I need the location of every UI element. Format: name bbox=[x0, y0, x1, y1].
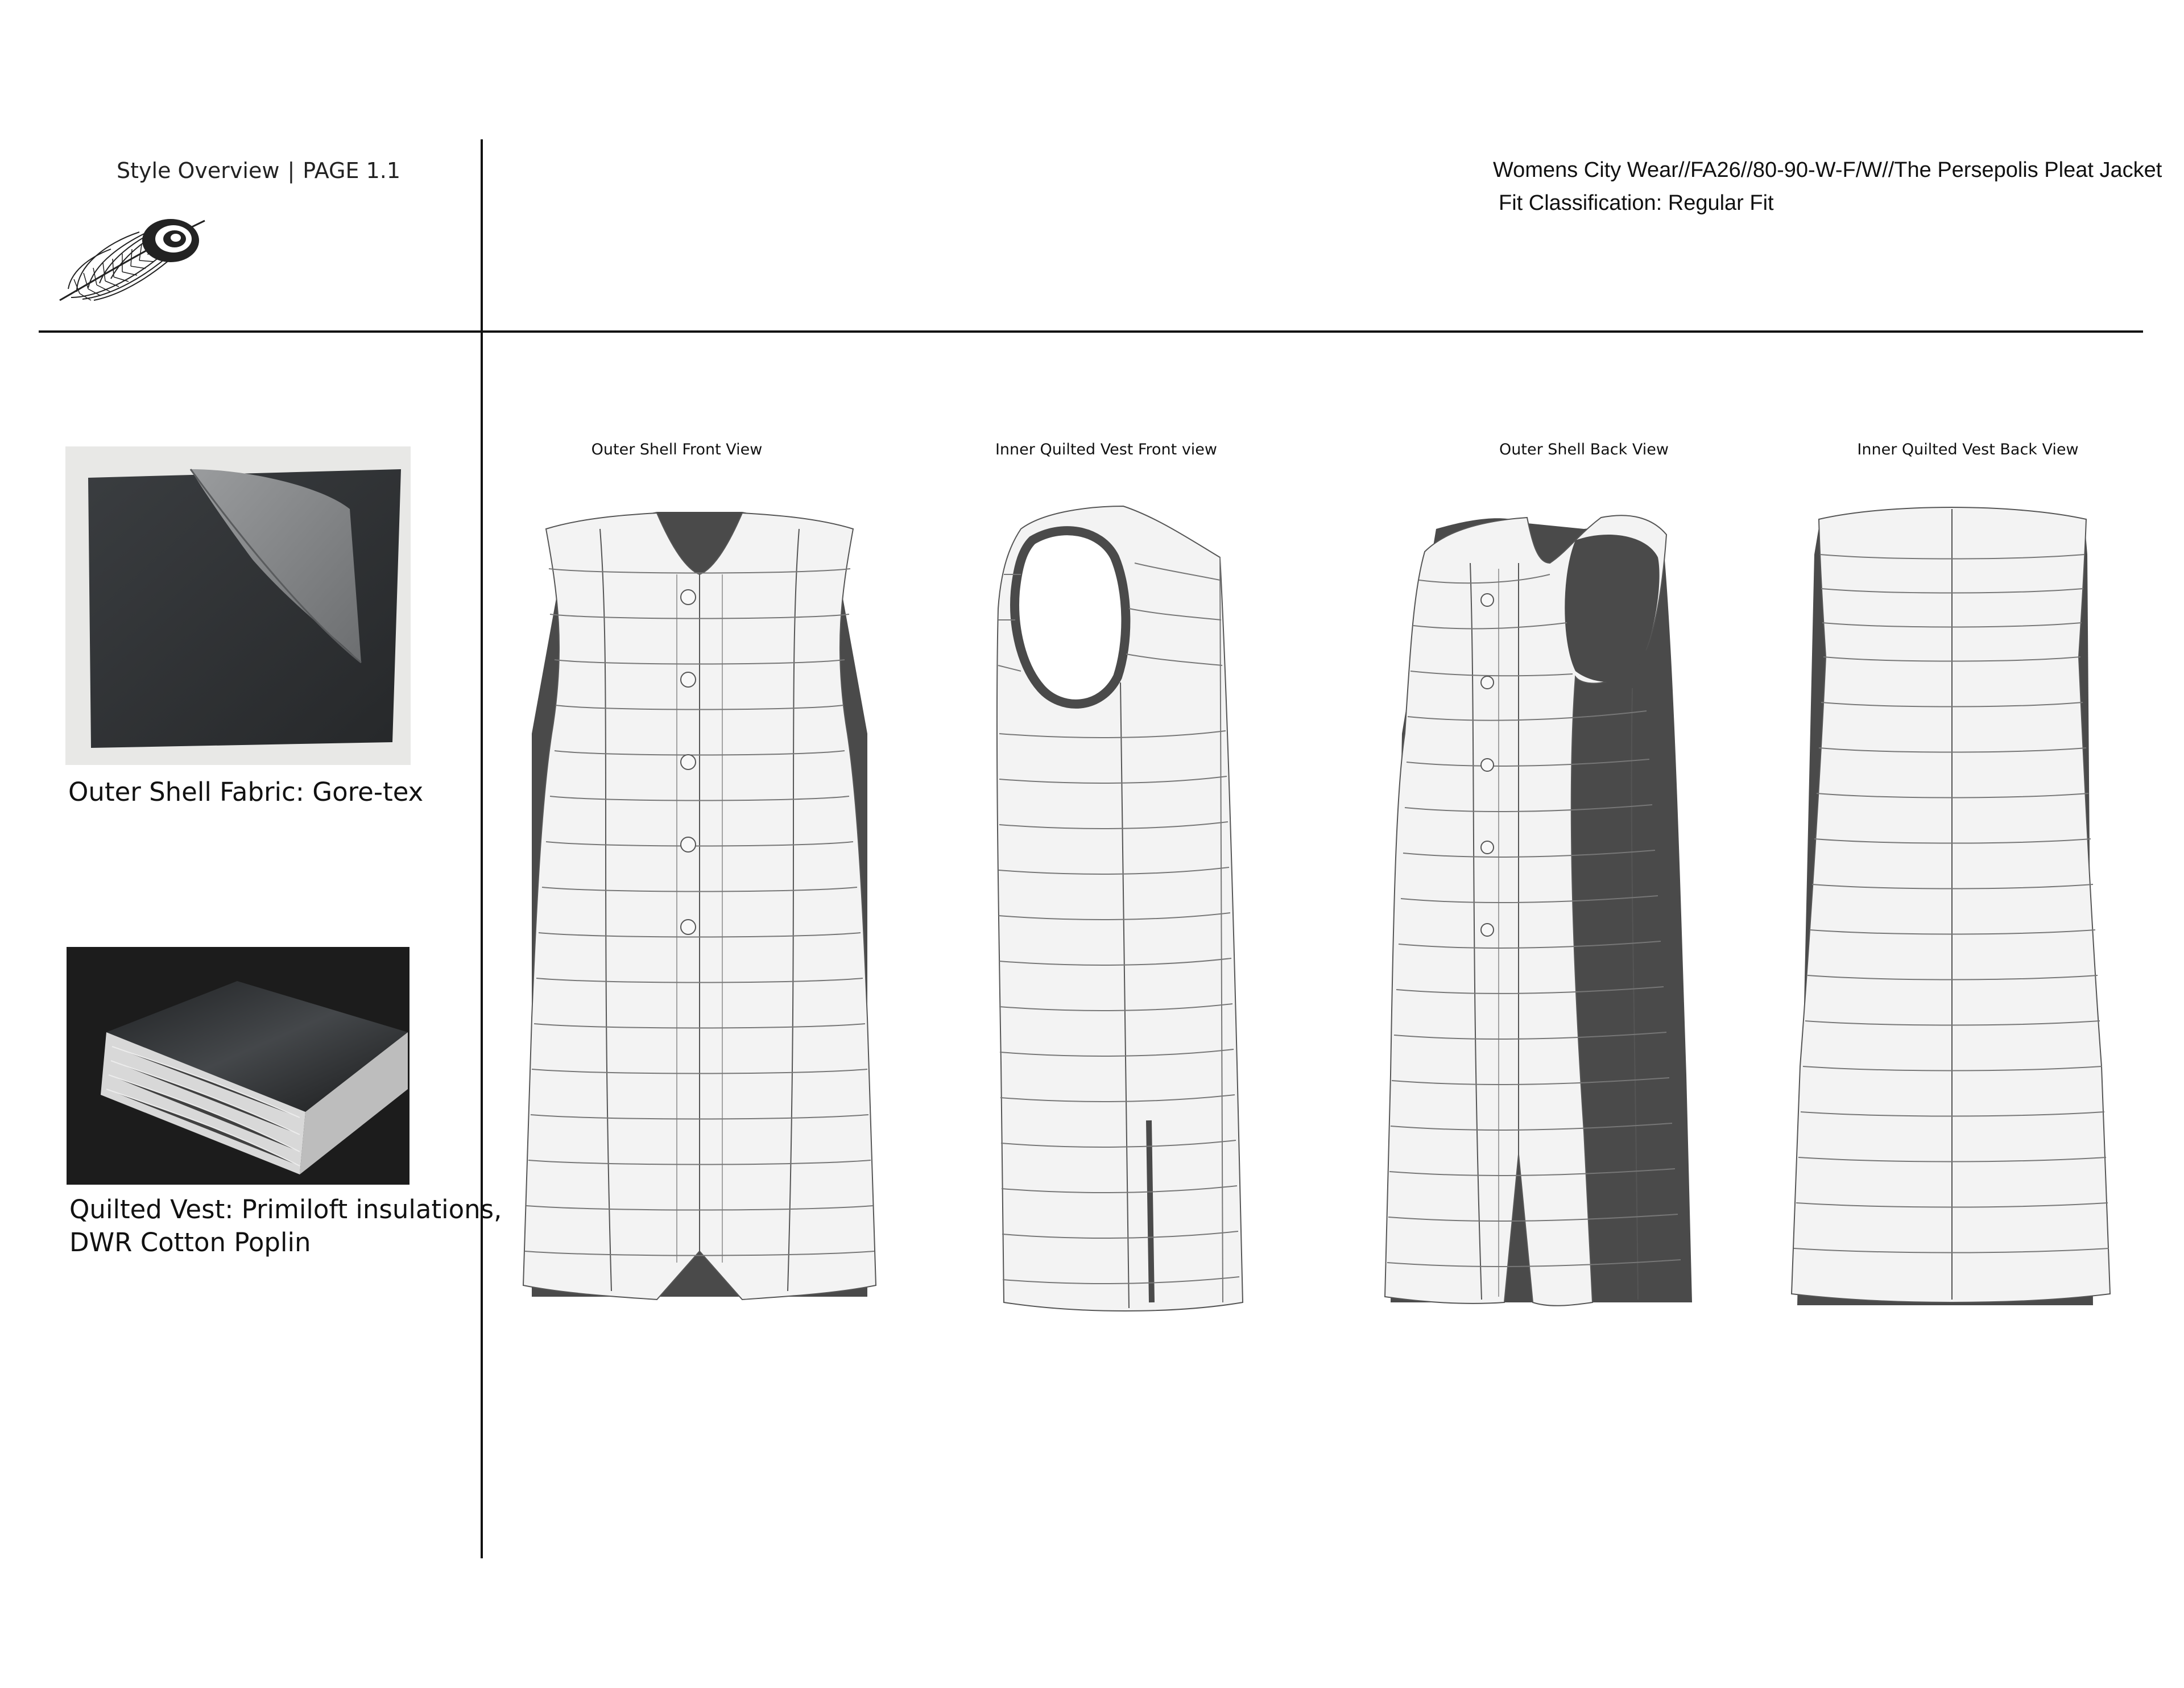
horizontal-divider bbox=[39, 330, 2143, 333]
separator: | bbox=[287, 158, 295, 183]
style-overview-label: Style Overview bbox=[117, 158, 280, 183]
page-label bbox=[117, 158, 400, 183]
inner-vest-front-illustration bbox=[987, 495, 1254, 1325]
quilted-vest-caption-line2: DWR Cotton Poplin bbox=[69, 1227, 311, 1257]
vertical-divider bbox=[481, 139, 483, 1558]
outer-shell-front-illustration bbox=[515, 506, 884, 1325]
view-label-inner-front: Inner Quilted Vest Front view bbox=[995, 441, 1218, 458]
peacock-feather-icon bbox=[54, 198, 213, 306]
view-label-inner-back: Inner Quilted Vest Back View bbox=[1857, 441, 2079, 458]
outer-shell-fabric-caption: Outer Shell Fabric: Gore-tex bbox=[68, 777, 424, 807]
fit-classification: Fit Classification: Regular Fit bbox=[1499, 191, 1774, 215]
view-label-outer-back: Outer Shell Back View bbox=[1499, 441, 1669, 458]
quilted-vest-caption bbox=[69, 1193, 502, 1259]
inner-vest-back-illustration bbox=[1774, 498, 2127, 1317]
outer-shell-back-illustration bbox=[1379, 506, 1698, 1325]
page-number: PAGE 1.1 bbox=[303, 158, 401, 183]
quilted-vest-caption-line1: Quilted Vest: Primiloft insulations, bbox=[69, 1194, 502, 1224]
style-title: Womens City Wear//FA26//80-90-W-F/W//The Persepolis Pleat Jacket bbox=[1493, 158, 2162, 182]
primiloft-insulation-swatch bbox=[67, 947, 410, 1185]
view-label-outer-front: Outer Shell Front View bbox=[591, 441, 763, 458]
gore-tex-fabric-swatch bbox=[65, 446, 411, 765]
